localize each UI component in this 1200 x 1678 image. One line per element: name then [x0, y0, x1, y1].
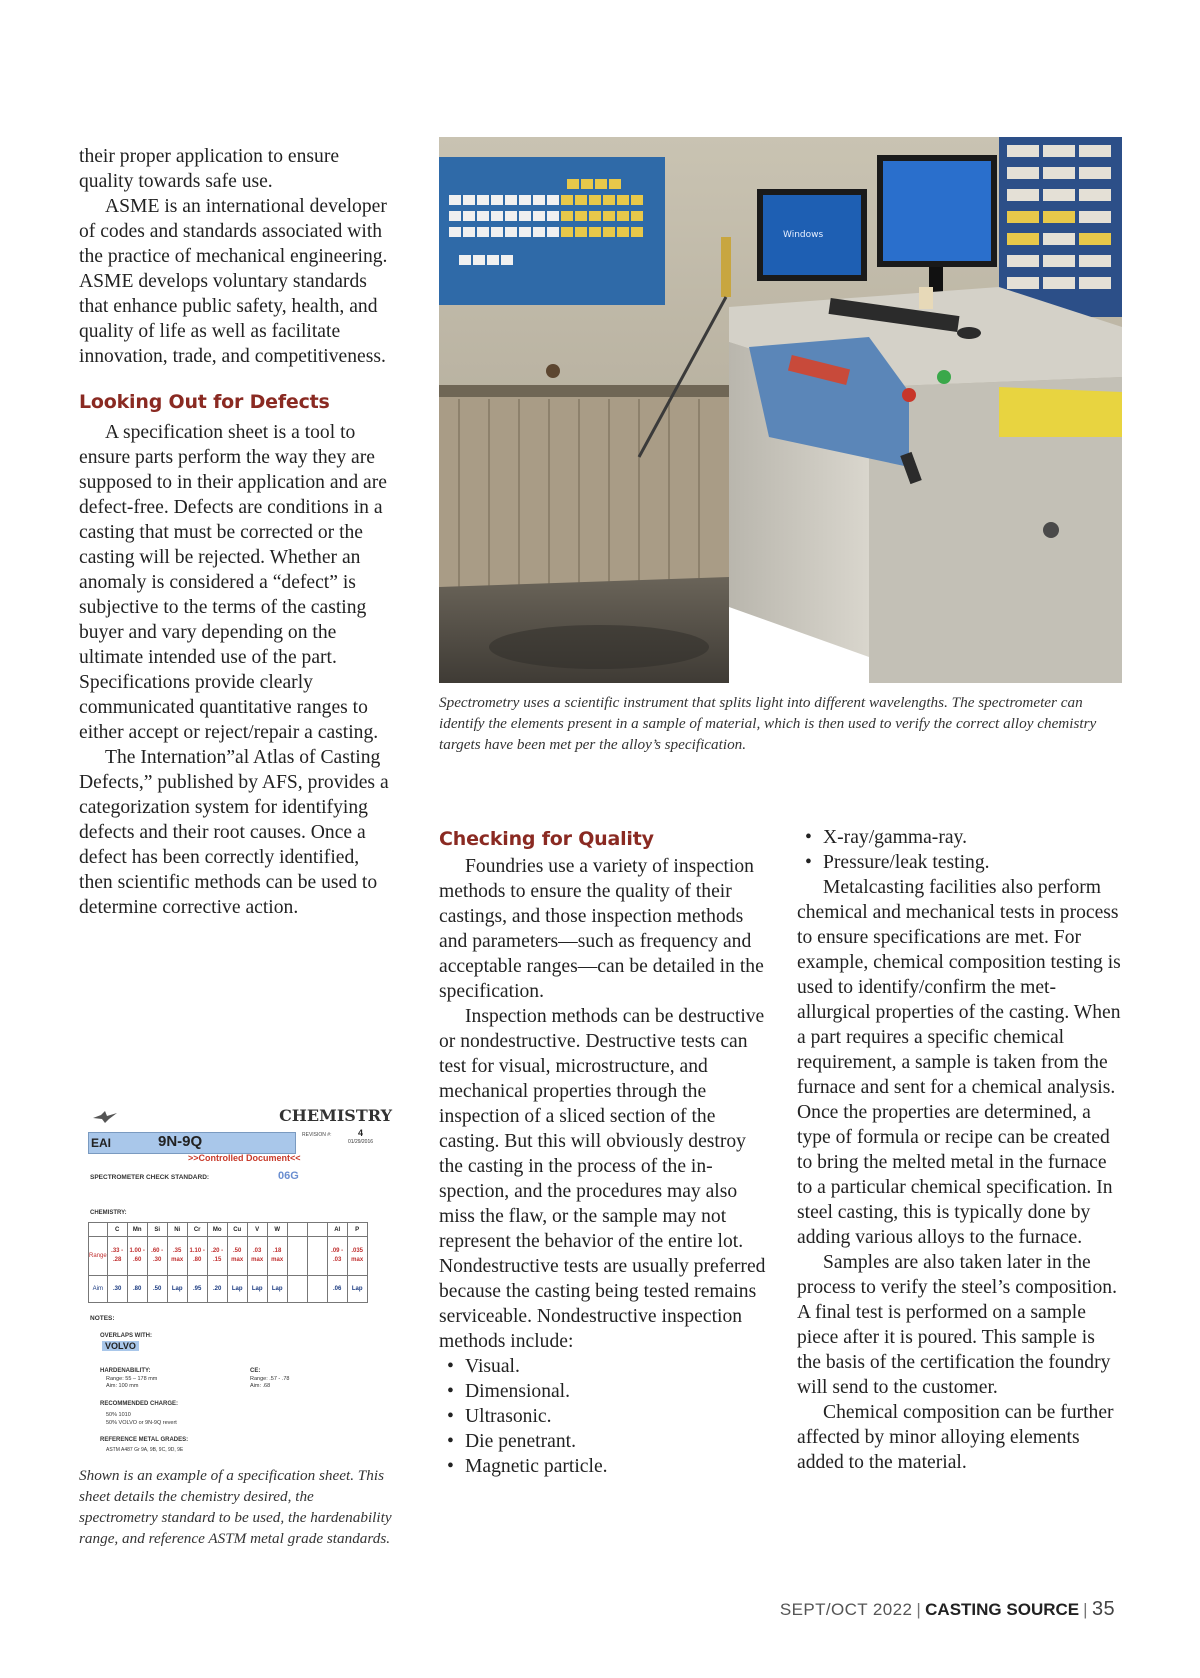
list-item: • Die penetrant.	[439, 1429, 769, 1454]
list-item: • Visual.	[439, 1354, 769, 1379]
spectrometer-label: SPECTROMETER CHECK STANDARD:	[90, 1174, 210, 1181]
range-cell: 1.00 - .60	[127, 1237, 147, 1276]
list-item: • X-ray/gamma-ray.	[797, 825, 1122, 850]
red-indicator-button	[902, 388, 916, 402]
ce-range: Range: .57 - .78	[250, 1376, 290, 1382]
range-cell: .035 max	[347, 1237, 367, 1276]
element-cell: Mn	[127, 1223, 147, 1237]
element-cell: Mo	[207, 1223, 227, 1237]
spectrometer-scene	[439, 137, 1122, 683]
range-cell: .20 - .15	[207, 1237, 227, 1276]
aim-cell	[307, 1276, 327, 1303]
list-item: • Dimensional.	[439, 1379, 769, 1404]
yellow-warning-label	[999, 387, 1122, 437]
mouse	[957, 327, 981, 339]
photo-caption: Spectrometry uses a scientific instrument that splits light into different wavelengths. The spectrometer can identify the elements present in a sample of material, which is then used to verify the correct alloy chemistry targets have been met per the alloy’s specification.	[439, 694, 1097, 753]
element-cell	[287, 1223, 307, 1237]
range-cell: 1.10 - .80	[187, 1237, 207, 1276]
aim-cell: .50	[147, 1276, 167, 1303]
aim-cell: Lap	[247, 1276, 267, 1303]
hardenability-range: Range: 55 – 178 mm	[106, 1376, 158, 1382]
range-cell	[287, 1237, 307, 1276]
section-heading-defects: Looking Out for Defects	[79, 391, 330, 413]
charge-line: 50% 1010	[106, 1412, 131, 1418]
quality-paragraph-1: Foundries use a variety of inspection methods to ensure the quality of their castings, and those inspection methods and parameters—such as frequency and acceptable ranges—can be detailed in the specification.	[439, 856, 764, 1002]
cabinet-lock	[1043, 522, 1059, 538]
aim-cell: Lap	[227, 1276, 247, 1303]
charge-line: 50% VOLVO or 9N-9Q revert	[106, 1420, 177, 1426]
grades-label: REFERENCE METAL GRADES:	[100, 1437, 189, 1443]
range-cell: .60 - .30	[147, 1237, 167, 1276]
customer-label: EAI	[91, 1136, 112, 1150]
quality-paragraph-2: Inspection methods can be destructive or nondestructive. Destructive tests can test for visual, microstructure, and mechanical properties through the inspection of a sliced section of the casting. But this will obviously destroy the casting in the process of the inspection, and the procedures may also miss the flaw, or the sample may not represent the behavior of the entire lot. Nondestructive tests are usually preferred because the casting being tested remains serviceable. Nondestructive inspection methods include:	[439, 1006, 766, 1352]
aim-label-cell: Aim	[89, 1276, 108, 1303]
charge-label: RECOMMENDED CHARGE:	[100, 1401, 178, 1407]
ce-aim: Aim: .68	[250, 1383, 271, 1389]
element-cell: V	[247, 1223, 267, 1237]
aim-cell: Lap	[347, 1276, 367, 1303]
intro-paragraph-1: their proper application to ensure quality towards safe use.	[79, 146, 340, 192]
page-footer	[772, 1598, 1115, 1621]
chemistry-range-row	[89, 1237, 368, 1276]
defects-paragraph-2: The Internation”al Atlas of Casting Defects,” published by AFS, provides a categorization system for identifying defects and their root causes. Once a defect has been correctly identified, then scientific methods can be used to determine corrective action.	[79, 747, 389, 918]
section-heading-quality: Checking for Quality	[439, 828, 654, 850]
sheet-title: CHEMISTRY	[279, 1106, 392, 1125]
intro-paragraph-2: ASME is an international developer of codes and standards associated with the practice of mechanical engineering. ASME develops voluntary standards that enhance public safety, health, and quality of life as well as facilitate innovation, trade, and competitiveness.	[79, 196, 388, 367]
chair-rail	[439, 385, 729, 397]
green-indicator-button	[937, 370, 951, 384]
range-cell: .18 max	[267, 1237, 287, 1276]
element-cell: Al	[327, 1223, 347, 1237]
table-corner-cell	[89, 1223, 108, 1237]
monitor-os-label: Windows	[783, 230, 824, 240]
defects-paragraph-1: A specification sheet is a tool to ensure parts perform the way they are supposed to in their application and are defect-free. Defects are conditions in a casting that must be corrected or the casting will be rejected. Whether an anomaly is considered a “defect” is subjective to the terms of the casting buyer and vary depending on the ultimate intended use of the part. Specifications provide clearly communicated quantitative ranges to either accept or reject/repair a casting.	[79, 422, 387, 743]
eagle-logo-icon	[92, 1110, 118, 1124]
overlaps-value: VOLVO	[102, 1341, 139, 1351]
range-cell: .09 - .03	[327, 1237, 347, 1276]
footer-separator: |	[916, 1600, 922, 1619]
aim-cell: .06	[327, 1276, 347, 1303]
list-item: • Pressure/leak testing.	[797, 850, 1122, 875]
chemistry-header-row	[89, 1223, 368, 1237]
chemistry-aim-row	[89, 1276, 368, 1303]
spec-sheet-caption: Shown is an example of a specification sheet. This sheet details the chemistry desired, the spectrometry standard to be used, the hardenability range, and reference ASTM metal grade standards.	[79, 1467, 392, 1547]
list-item: • Ultrasonic.	[439, 1404, 769, 1429]
chemistry-table	[88, 1222, 368, 1303]
issue-date: SEPT/OCT 2022	[779, 1600, 913, 1619]
aim-cell	[287, 1276, 307, 1303]
middle-column	[439, 826, 769, 1479]
page-number: 35	[1091, 1598, 1115, 1620]
right-column	[797, 825, 1122, 1475]
floor-stain	[489, 625, 709, 669]
aim-cell: Lap	[267, 1276, 287, 1303]
element-cell: Si	[147, 1223, 167, 1237]
paper-cup	[919, 287, 933, 309]
magazine-name: CASTING SOURCE	[925, 1600, 1080, 1619]
chemical-paragraph-1: Metalcasting facilities also perform chemical and mechanical tests in process to ensure specifications are met. For example, chemical composition testing is used to identify/confirm the metallurgical properties of the casting. When a part requires a specific chemical requirement, a sample is taken from the furnace and sent for a chemical analysis. Once the properties are determined, a type of formula or recipe can be created to bring the melted metal in the furnace to a particular chemical specification. In steel casting, this is typically done by adding various alloys to the furnace.	[797, 877, 1121, 1248]
wall-valve	[546, 364, 560, 378]
range-cell: .50 max	[227, 1237, 247, 1276]
grades-value: ASTM A487 Gr 9A, 9B, 9C, 9D, 9E	[106, 1447, 184, 1453]
revision-date: 01/29/2016	[348, 1139, 374, 1145]
spectrometer-value: 06G	[278, 1170, 299, 1182]
overlaps-label: OVERLAPS WITH:	[100, 1333, 152, 1339]
aim-cell: .30	[107, 1276, 127, 1303]
grade-value: 9N-9Q	[158, 1133, 203, 1150]
chemistry-label: CHEMISTRY:	[90, 1210, 127, 1216]
element-cell: Cr	[187, 1223, 207, 1237]
range-cell: .03 max	[247, 1237, 267, 1276]
hardenability-label: HARDENABILITY:	[100, 1368, 151, 1374]
element-cell: W	[267, 1223, 287, 1237]
hardenability-aim: Aim: 100 mm	[106, 1383, 139, 1389]
spectrometer-photo	[439, 137, 1122, 683]
ce-label: CE:	[250, 1368, 261, 1374]
footer-separator: |	[1083, 1600, 1088, 1619]
range-cell	[307, 1237, 327, 1276]
element-cell: Ni	[167, 1223, 187, 1237]
aim-cell: .80	[127, 1276, 147, 1303]
inspection-methods-list	[439, 1354, 769, 1479]
element-cell: C	[107, 1223, 127, 1237]
revision-value: 4	[358, 1128, 364, 1138]
range-label-cell: Range	[89, 1237, 108, 1276]
inspection-methods-list-continued	[797, 825, 1122, 875]
notes-label: NOTES:	[90, 1315, 115, 1322]
element-cell	[307, 1223, 327, 1237]
list-item: • Magnetic particle.	[439, 1454, 769, 1479]
element-cell: P	[347, 1223, 367, 1237]
controlled-document-label: >>Controlled Document<<	[188, 1153, 301, 1163]
spec-sheet-image	[88, 1106, 394, 1466]
revision-label: REVISION #:	[302, 1132, 332, 1138]
parts-bin-cabinet	[999, 137, 1122, 317]
aim-cell: .95	[187, 1276, 207, 1303]
left-column	[79, 144, 397, 920]
aim-cell: Lap	[167, 1276, 187, 1303]
chemical-paragraph-2: Samples are also taken later in the process to verify the steel’s composition. A final test is performed on a sample piece after it is poured. This sample is the basis of the certification the foundry will send to the customer.	[797, 1252, 1117, 1398]
element-cell: Cu	[227, 1223, 247, 1237]
range-cell: .35 max	[167, 1237, 187, 1276]
monitor-right-screen	[883, 161, 991, 261]
aim-cell: .20	[207, 1276, 227, 1303]
range-cell: .33 - .28	[107, 1237, 127, 1276]
chemical-paragraph-3: Chemical composition can be further affected by minor alloying elements added to the material.	[797, 1402, 1114, 1473]
gas-bottle	[721, 237, 731, 297]
